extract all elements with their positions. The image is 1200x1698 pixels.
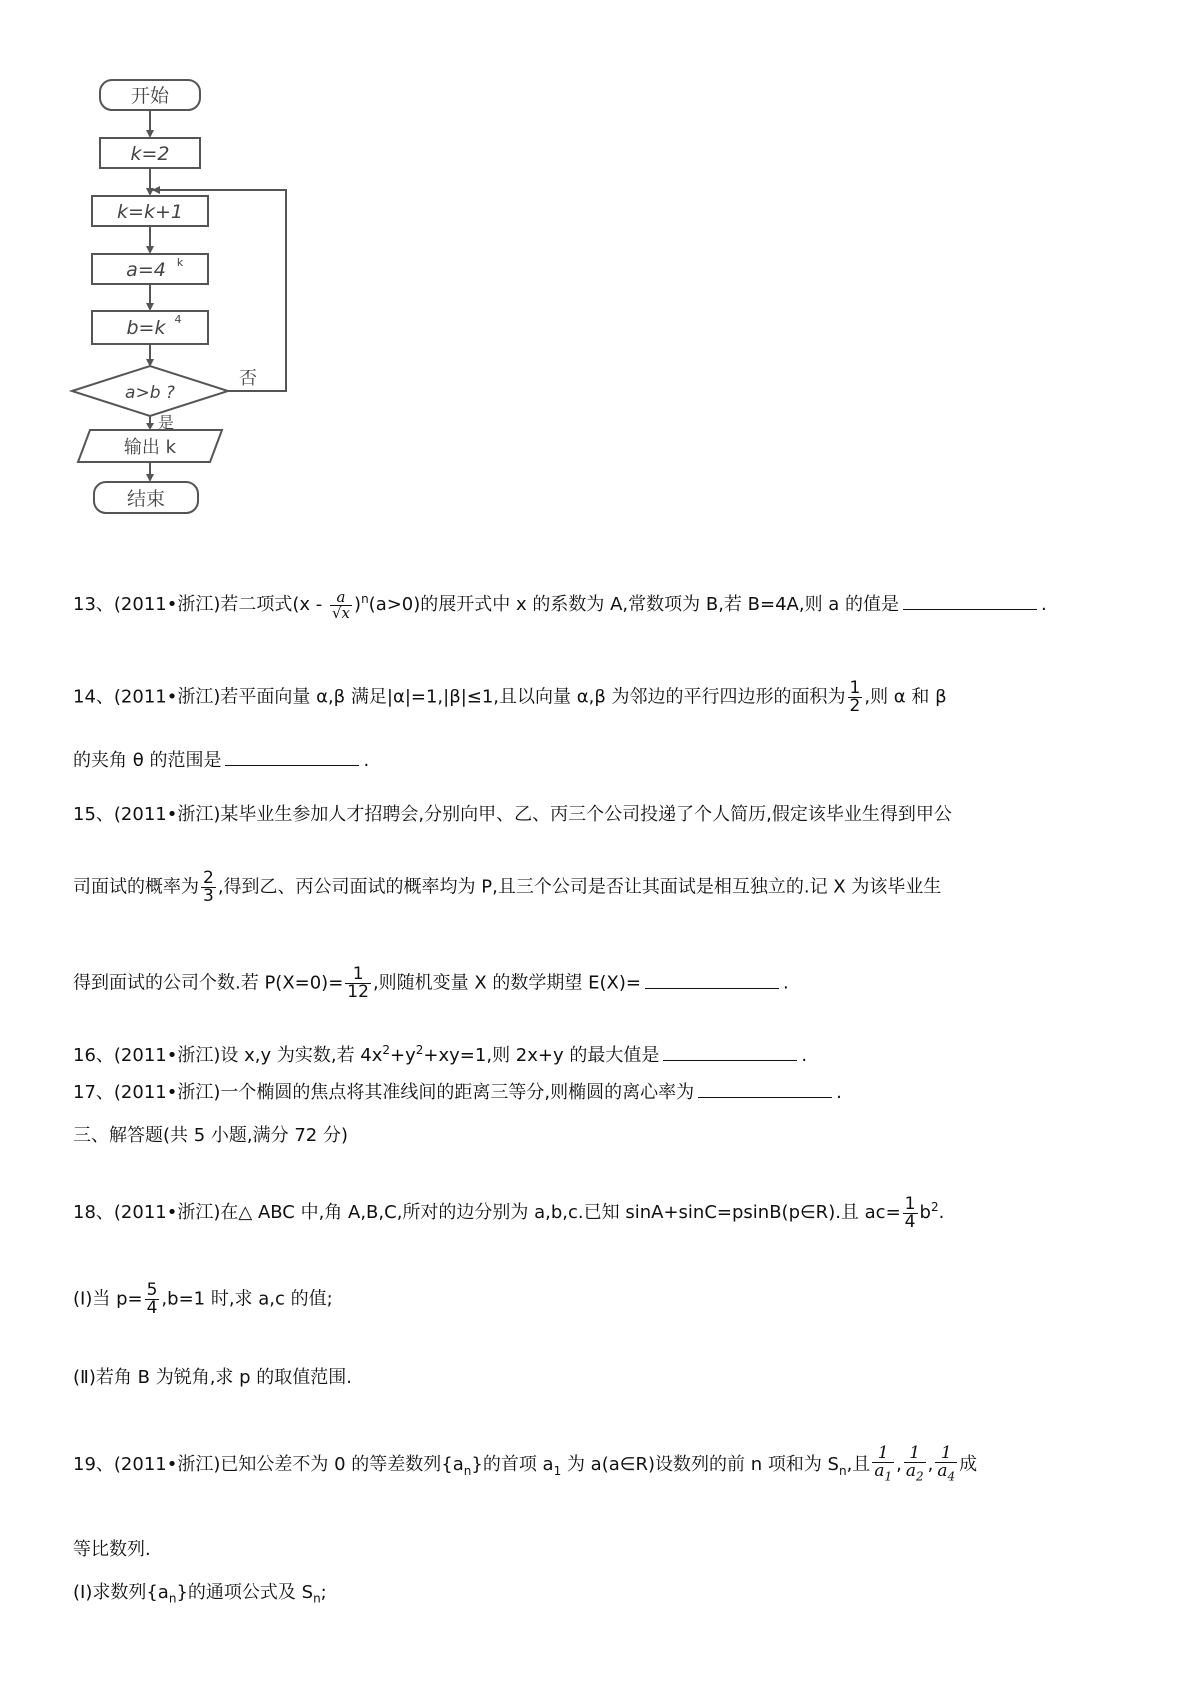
question-15-line2 [73,870,941,905]
q15-end: . [783,972,789,994]
q16-answer-blank[interactable] [663,1059,797,1061]
q13-sup: n [361,592,369,606]
q14-text2: ,则 α 和 β [864,686,947,708]
q14-fraction [848,680,863,715]
q19-fraction-3 [935,1445,957,1485]
q19-frac2-den-sub: 2 [915,1469,924,1484]
q18-part1-frac-den: 4 [146,1298,158,1318]
flow-start-label: 开始 [130,85,170,107]
q18-sup: 2 [930,1200,939,1214]
q13-text3: (a>0)的展开式中 x 的系数为 A,常数项为 B,若 B=4A,则 a 的值是 [368,594,900,615]
q14-answer-blank[interactable] [225,764,359,766]
q15-fraction-1 [201,870,216,905]
q14-line2-text: 的夹角 θ 的范围是 [73,750,222,771]
q19-frac3-den: a [937,1461,948,1481]
q19-frac1-den: a [874,1461,885,1481]
q18-frac-den: 4 [904,1211,916,1232]
q19-frac2-den-box [904,1462,926,1485]
q18-end: . [938,1202,945,1223]
q19-frac1-num: 1 [877,1443,889,1463]
question-19-part1 [73,1578,327,1614]
flow-end-label: 结束 [126,488,166,510]
q19-text5: 成 [959,1454,978,1476]
q14-frac-num: 1 [849,678,861,698]
q19-text1: 19、(2011•浙江)已知公差不为 0 的等差数列{a [73,1454,464,1476]
q18-frac-num: 1 [904,1193,916,1214]
flow-init-label: k=2 [130,143,170,165]
q13-text1: 13、(2011•浙江)若二项式(x - [73,594,328,615]
q16-text1: 16、(2011•浙江)设 x,y 为实数,若 4x [73,1045,383,1066]
flow-condition-label: a>b ? [125,383,175,403]
flow-assign-a-label: a=4 [126,259,166,281]
q13-frac-num: a [336,587,346,606]
q19-frac3-num: 1 [940,1443,952,1463]
q19-line2: 等比数列. [73,1539,151,1560]
q18-part1-text1: (Ⅰ)当 p= [73,1288,143,1310]
flow-assign-b-exp: 4 [174,313,182,326]
q18-fraction [903,1193,918,1232]
flow-assign-a-exp: k [176,256,184,269]
q19-fraction-2 [904,1445,926,1485]
question-18-part2 [73,1363,352,1393]
q14-end: . [363,750,370,771]
question-17 [73,1078,842,1108]
flow-assign-b-label: b=k [126,317,166,339]
q19-frac3-den-sub: 4 [947,1469,956,1484]
q19-sub2: 1 [553,1463,562,1478]
q15-frac1-num: 2 [203,868,214,888]
q15-answer-blank[interactable] [645,987,779,989]
question-13 [73,584,1047,621]
q18-text1: 18、(2011•浙江)在△ ABC 中,角 A,B,C,所对的边分别为 a,b,c.已知 sinA+sinC=psinB(p∈R).且 ac= [73,1202,901,1223]
section-3-heading [73,1121,348,1151]
q17-answer-blank[interactable] [698,1096,832,1098]
question-19-line2 [73,1535,151,1565]
q13-answer-blank[interactable] [903,608,1037,610]
q15-line2-text2: ,得到乙、丙公司面试的概率均为 P,且三个公司是否让其面试是相互独立的.记 X 为该毕业生 [217,876,942,898]
question-15-line3 [73,966,789,1001]
q19-text4: ,且 [846,1454,871,1476]
q13-text2: ) [354,594,362,615]
flow-output-label: 输出 k [123,437,177,458]
q18-part1-frac-num: 5 [146,1280,158,1300]
question-18-part1 [73,1282,333,1317]
q19-part1-text2: }的通项公式及 S [176,1582,314,1603]
q18-text2: b [919,1202,931,1223]
q17-end: . [836,1082,842,1103]
flowchart-diagram [60,78,330,548]
q19-sep-2: , [927,1454,934,1476]
q17-text: 17、(2011•浙江)一个椭圆的焦点将其准线间的距离三等分,则椭圆的离心率为 [73,1082,695,1103]
q18-part2: (Ⅱ)若角 B 为锐角,求 p 的取值范围. [73,1367,353,1388]
q19-text3: 为 a(a∈R)设数列的前 n 项和为 S [561,1454,839,1476]
question-19 [73,1445,977,1486]
q16-sup2: 2 [415,1043,424,1057]
q19-part1-sub2: n [313,1591,321,1606]
q19-part1-text1: (Ⅰ)求数列{a [73,1582,169,1603]
q19-sep-1: , [896,1454,902,1476]
q19-fraction-1 [872,1445,894,1485]
q13-end: . [1041,594,1047,615]
q15-line2-text1: 司面试的概率为 [73,876,199,898]
q19-frac3-den-box [935,1462,957,1485]
q15-line3-text1: 得到面试的公司个数.若 P(X=0)= [73,972,344,994]
question-15-line1 [73,800,952,830]
q15-frac2-num: 1 [352,964,364,984]
q19-frac2-num: 1 [909,1443,921,1463]
q14-text1: 14、(2011•浙江)若平面向量 α,β 满足|α|=1,|β|≤1,且以向量 α,β 为邻边的平行四边形的面积为 [73,686,846,708]
q19-frac1-den-box [872,1462,894,1485]
q15-frac1-den: 3 [203,886,214,906]
q19-frac2-den: a [905,1461,916,1481]
q19-part1-text3: ; [320,1582,327,1603]
q14-frac-den: 2 [849,696,861,716]
q15-line1: 15、(2011•浙江)某毕业生参加人才招聘会,分别向甲、乙、丙三个公司投递了个人简历,假定该毕业生得到甲公 [73,804,952,825]
q19-sub1: n [463,1463,472,1478]
q19-text2: }的首项 a [471,1454,554,1476]
q18-part1-fraction [145,1282,160,1317]
q15-frac2-den: 12 [347,982,369,1002]
flow-no-label: 否 [239,368,257,389]
question-14-line1 [73,680,947,715]
flow-increment-label: k=k+1 [117,201,183,223]
question-16 [73,1035,807,1071]
q15-line3-text2: ,则随机变量 X 的数学期望 E(X)= [372,972,641,994]
q13-frac-den: √x [332,603,351,622]
q16-sup1: 2 [382,1043,391,1057]
q13-fraction [330,587,352,622]
flow-yes-label: 是 [157,413,175,432]
q16-text2: +y [390,1045,416,1066]
q19-frac1-den-sub: 1 [884,1469,893,1484]
q19-sub3: n [838,1463,847,1478]
section-3-title: 三、解答题(共 5 小题,满分 72 分) [73,1125,349,1146]
q15-fraction-2 [345,966,371,1001]
q19-part1-sub1: n [168,1591,177,1606]
q16-text3: +xy=1,则 2x+y 的最大值是 [423,1045,660,1066]
q16-end: . [801,1045,808,1066]
question-14-line2 [73,746,369,776]
question-18 [73,1192,944,1231]
q18-part1-text2: ,b=1 时,求 a,c 的值; [161,1288,333,1310]
